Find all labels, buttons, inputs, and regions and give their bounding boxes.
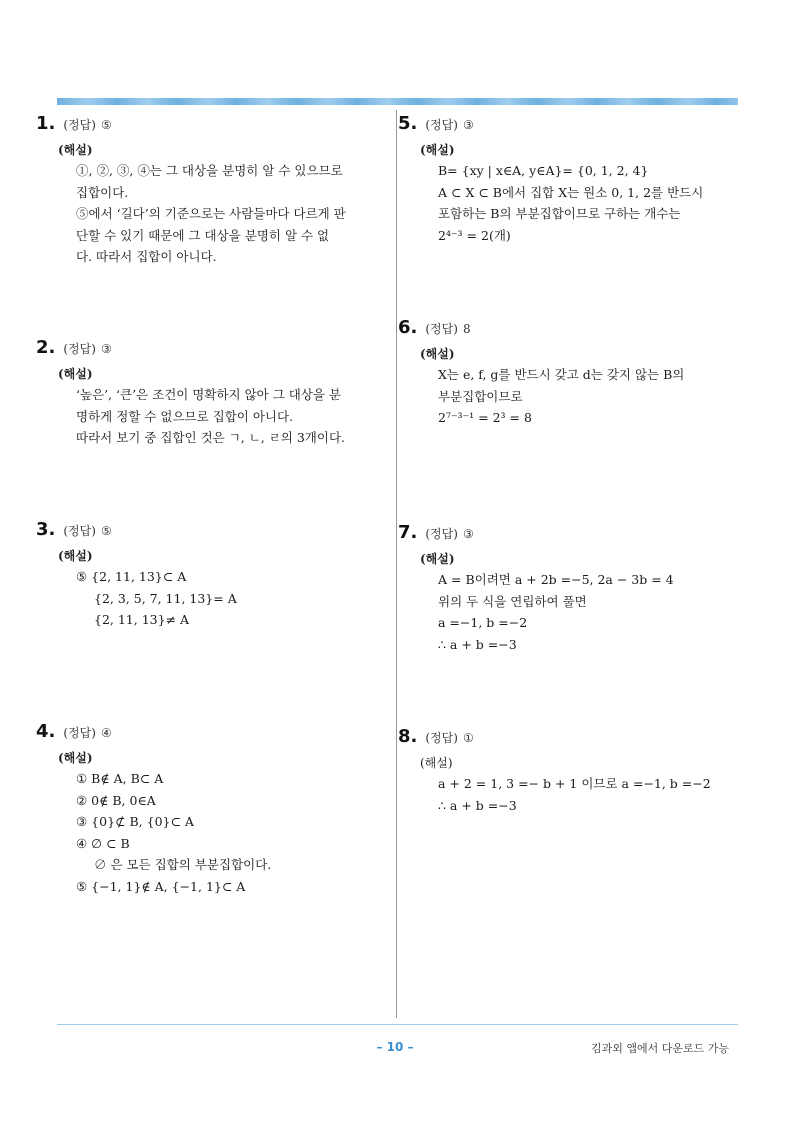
answer-value: ① <box>462 731 474 745</box>
explanation-line: B= {xy | x∈A, y∈A}= {0, 1, 2, 4} <box>438 163 649 178</box>
answer-value: ⑤ <box>100 118 112 132</box>
problem-3 <box>36 519 356 631</box>
explanation-line: A = B이려면 a + 2b =−5, 2a − 3b = 4 <box>438 572 674 587</box>
explanation-body <box>438 364 718 429</box>
problem-2 <box>36 337 356 449</box>
answer-label: (정답) <box>425 731 458 745</box>
explanation-line: ∴ a + b =−3 <box>438 636 517 652</box>
explanation-label: (해설) <box>58 143 93 157</box>
problem-number: 1. <box>36 113 56 134</box>
answer-label: (정답) <box>63 726 96 740</box>
explanation-line: ⑤에서 ‘길다’의 기준으로는 사람들마다 다르게 판 <box>76 206 346 221</box>
problem-4 <box>36 721 356 897</box>
explanation-line: ①, ②, ③, ④는 그 대상을 분명히 알 수 있으므로 <box>76 163 343 178</box>
explanation-line: ∅ 은 모든 집합의 부분집합이다. <box>94 857 272 872</box>
problem-7 <box>398 522 718 655</box>
explanation-line: ⑤ {−1, 1}∉ A, {−1, 1}⊂ A <box>76 878 246 894</box>
explanation-label: (해설) <box>420 347 455 361</box>
explanation-line: 명하게 정할 수 없으므로 집합이 아니다. <box>76 408 294 424</box>
answer-label: (정답) <box>63 524 96 538</box>
explanation-line: ‘높은’, ‘큰’은 조건이 명확하지 않아 그 대상을 분 <box>76 387 342 402</box>
explanation-line: 단할 수 있기 때문에 그 대상을 분명히 알 수 없 <box>76 227 330 243</box>
answer-value: ③ <box>462 527 474 541</box>
explanation-line: 따라서 보기 중 집합인 것은 ㄱ, ㄴ, ㄹ의 3개이다. <box>76 430 346 445</box>
explanation-line: A ⊂ X ⊂ B에서 집합 X는 원소 0, 1, 2를 반드시 <box>438 184 704 200</box>
problem-6 <box>398 317 718 429</box>
problem-1 <box>36 113 356 268</box>
explanation-body <box>76 768 356 897</box>
explanation-body <box>76 566 356 631</box>
explanation-body <box>76 384 356 449</box>
answer-value: ③ <box>100 342 112 356</box>
explanation-line: 부분집합이므로 <box>438 388 523 404</box>
explanation-line: 포함하는 B의 부분집합이므로 구하는 개수는 <box>438 206 681 221</box>
problem-number: 4. <box>36 721 56 742</box>
answer-label: (정답) <box>425 118 458 132</box>
explanation-line: 위의 두 식을 연립하여 풀면 <box>438 593 587 609</box>
answer-value: ④ <box>100 726 112 740</box>
problem-number: 2. <box>36 337 56 358</box>
explanation-line: ① B∉ A, B⊂ A <box>76 771 164 786</box>
explanation-body <box>438 569 718 655</box>
header-decoration-band <box>57 98 738 105</box>
answer-label: (정답) <box>63 118 96 132</box>
answer-value: ⑤ <box>100 524 112 538</box>
explanation-line: X는 e, f, g를 반드시 갖고 d는 갖지 않는 B의 <box>438 367 685 382</box>
answer-value: ③ <box>462 118 474 132</box>
problem-number: 3. <box>36 519 56 540</box>
problem-8 <box>398 726 718 816</box>
explanation-body <box>438 773 718 816</box>
explanation-body <box>76 160 356 268</box>
explanation-line: 2⁷⁻³⁻¹ = 2³ = 8 <box>438 410 532 425</box>
explanation-line: a =−1, b =−2 <box>438 615 528 630</box>
explanation-label: (해설) <box>420 756 453 770</box>
explanation-line: ④ ∅ ⊂ B <box>76 835 130 851</box>
page-number: – 10 – <box>376 1040 414 1054</box>
problem-number: 8. <box>398 726 418 747</box>
answer-value: 8 <box>462 322 471 336</box>
explanation-line: {2, 11, 13}≠ A <box>94 612 190 627</box>
explanation-line: ② 0∉ B, 0∈A <box>76 792 156 808</box>
explanation-label: (해설) <box>58 549 93 563</box>
answer-label: (정답) <box>425 322 458 336</box>
explanation-body <box>438 160 718 246</box>
explanation-line: a + 2 = 1, 3 =− b + 1 이므로 a =−1, b =−2 <box>438 776 711 791</box>
footer-note: 김과외 앱에서 다운로드 가능 <box>590 1042 729 1055</box>
problem-number: 7. <box>398 522 418 543</box>
explanation-label: (해설) <box>58 751 93 765</box>
explanation-line: 2⁴⁻³ = 2(개) <box>438 227 511 243</box>
problem-5 <box>398 113 718 246</box>
answer-label: (정답) <box>425 527 458 541</box>
problem-number: 6. <box>398 317 418 338</box>
explanation-line: 다. 따라서 집합이 아니다. <box>76 249 217 264</box>
column-divider <box>396 110 397 1018</box>
explanation-line: {2, 3, 5, 7, 11, 13}= A <box>94 590 237 606</box>
explanation-line: ⑤ {2, 11, 13}⊂ A <box>76 569 187 584</box>
explanation-label: (해설) <box>58 367 93 381</box>
explanation-line: 집합이다. <box>76 184 129 200</box>
explanation-label: (해설) <box>420 143 455 157</box>
explanation-line: ③ {0}⊄ B, {0}⊂ A <box>76 814 194 829</box>
footer-rule <box>57 1024 738 1025</box>
problem-number: 5. <box>398 113 418 134</box>
explanation-label: (해설) <box>420 552 455 566</box>
explanation-line: ∴ a + b =−3 <box>438 797 517 813</box>
answer-label: (정답) <box>63 342 96 356</box>
